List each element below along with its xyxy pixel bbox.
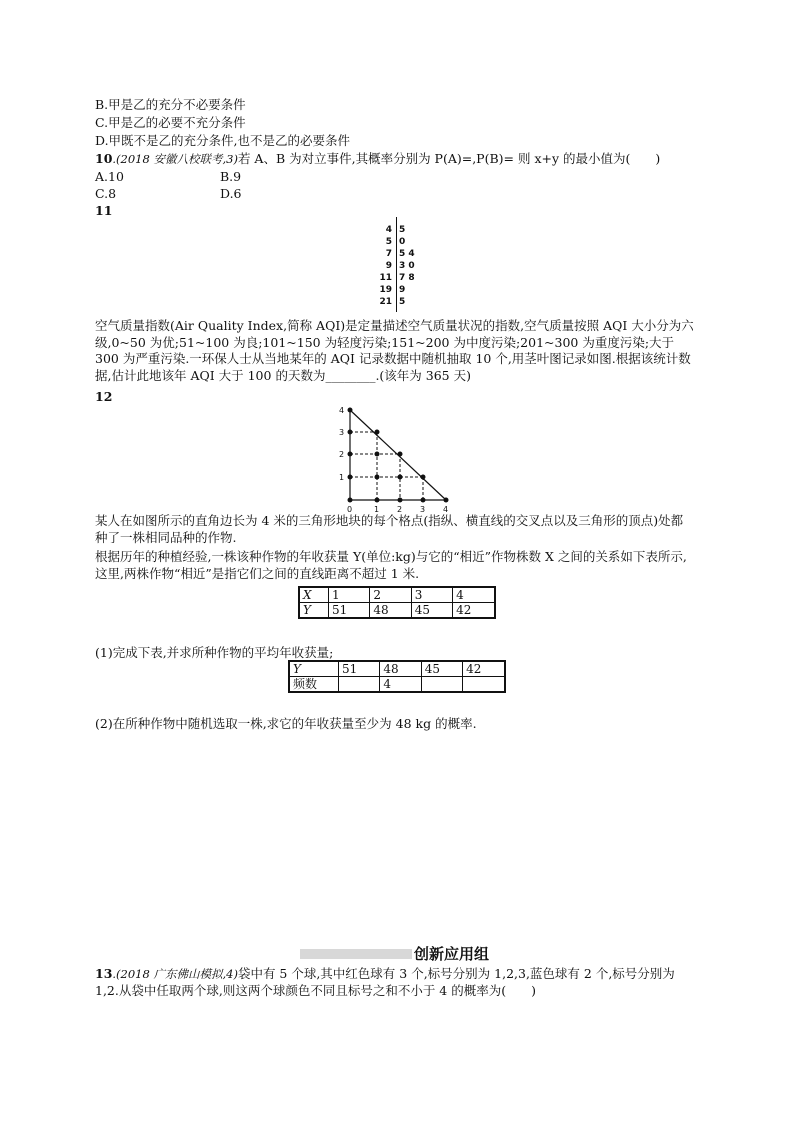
option-d: D.甲既不是乙的充分条件,也不是乙的必要条件 (95, 133, 351, 148)
y-tick: 2 (339, 450, 345, 459)
table-row (289, 677, 505, 693)
question-11-text: 空气质量指数(Air Quality Index,简称 AQI)是定量描述空气质量状况的指数,空气质量按照 AQI 大小分为六级,0~50 为优;51~100 为良;101~150 为轻度污染;151~200 为中度污染;201~300 为重度污染;大于 300 为严重污染.一环保人士从当地某年的 AQI 记录数据中随机抽取 10 个,用茎叶图记录如图.根据该统计数据,估计此地该年 AQI 大于 100 的天数为________.(该年为 365 天) (95, 318, 694, 383)
x-tick: 2 (397, 505, 403, 514)
leaf-value: 5 (399, 249, 406, 259)
leaf-value: 3 (399, 261, 406, 271)
table-cell: 48 (380, 661, 421, 677)
table-cell (463, 677, 505, 693)
stem-value: 21 (379, 297, 392, 307)
table-row (289, 661, 505, 677)
x-tick: 4 (443, 505, 449, 514)
table-cell: 42 (463, 661, 505, 677)
y-tick: 1 (339, 473, 345, 482)
y-tick: 3 (339, 428, 345, 437)
section-title: 创新应用组 (414, 945, 490, 963)
x-tick: 0 (347, 505, 353, 514)
stem-value: 7 (385, 249, 392, 259)
question-10 (95, 151, 660, 167)
table-cell (421, 677, 462, 693)
triangle-grid-diagram (335, 400, 460, 515)
leaf-value: 5 (399, 225, 406, 235)
x-y-relation-table (298, 586, 496, 619)
stem-value: 11 (379, 273, 392, 283)
question-text: 若 A、B 为对立事件,其概率分别为 P(A)=,P(B)= 则 x+y 的最小值为( ) (237, 151, 661, 166)
leaf-row (399, 260, 429, 272)
option-b: B.甲是乙的充分不必要条件 (95, 97, 246, 112)
table-cell: 1 (329, 587, 370, 603)
leaf-row (399, 224, 429, 236)
question-source: .(2018 安徽八校联考,3) (112, 152, 238, 166)
table-cell: 51 (339, 661, 380, 677)
leaf-column (399, 224, 429, 308)
x-tick: 1 (374, 505, 380, 514)
leaf-value: 0 (399, 237, 406, 247)
question-12-part-1: (1)完成下表,并求所种作物的平均年收获量; (95, 645, 334, 660)
question-12-text-2: 根据历年的种植经验,一株该种作物的年收获量 Y(单位:kg)与它的“相近”作物株数 X 之间的关系如下表所示,这里,两株作物“相近”是指它们之间的直线距离不超过 1 米. (95, 549, 687, 581)
leaf-value: 9 (399, 285, 406, 295)
leaf-row (399, 284, 429, 296)
question-source: .(2018 广东佛山模拟,4) (112, 967, 238, 981)
leaf-value: 7 (399, 273, 406, 283)
table-cell: 45 (411, 603, 452, 619)
option-c: C.甲是乙的必要不充分条件 (95, 115, 246, 130)
question-10-options-row-2 (95, 186, 242, 202)
question-number: 10 (95, 151, 113, 166)
option-d: D.6 (220, 186, 242, 201)
leaf-value: 8 (408, 273, 415, 283)
table-cell: 4 (453, 587, 495, 603)
table-cell: 2 (370, 587, 411, 603)
stem-value: 19 (379, 285, 392, 295)
leaf-value: 5 (399, 297, 406, 307)
question-12-number: 12 (95, 389, 113, 404)
frequency-table (288, 660, 506, 693)
leaf-row (399, 248, 429, 260)
option-a: A.10 (95, 169, 124, 184)
leaf-row (399, 236, 429, 248)
question-11-number: 11 (95, 203, 113, 218)
leaf-value: 4 (408, 249, 415, 259)
question-text: 袋中有 5 个球,其中红色球有 3 个,标号分别为 1,2,3,蓝色球有 2 个,标号分别为 1,2.从袋中任取两个球,则这两个球颜色不同且标号之和不小于 4 的概率为( ) (95, 966, 675, 998)
table-cell: Y (289, 661, 339, 677)
question-number: 13 (95, 966, 113, 981)
table-cell: 48 (370, 603, 411, 619)
table-cell: 3 (411, 587, 452, 603)
stem-leaf-divider (396, 217, 397, 312)
table-row (299, 603, 495, 619)
table-cell: Y (299, 603, 329, 619)
table-cell: 4 (380, 677, 421, 693)
table-cell: 45 (421, 661, 462, 677)
section-bar (300, 949, 412, 959)
option-c: C.8 (95, 186, 117, 201)
table-cell: 频数 (289, 677, 339, 693)
question-13 (95, 966, 695, 999)
stem-column (367, 224, 392, 308)
stem-value: 9 (385, 261, 392, 271)
table-cell: 42 (453, 603, 495, 619)
question-12-text-1: 某人在如图所示的直角边长为 4 米的三角形地块的每个格点(指纵、横直线的交叉点以及三角形的顶点)处都种了一株相同品种的作物. (95, 513, 684, 545)
leaf-value: 0 (408, 261, 415, 271)
table-cell: 51 (329, 603, 370, 619)
stem-value: 5 (385, 237, 392, 247)
option-b: B.9 (220, 169, 242, 184)
question-12-part-2: (2)在所种作物中随机选取一株,求它的年收获量至少为 48 kg 的概率. (95, 716, 477, 731)
table-row (299, 587, 495, 603)
leaf-row (399, 296, 429, 308)
table-cell (339, 677, 380, 693)
question-10-options-row-1 (95, 169, 241, 185)
leaf-row (399, 272, 429, 284)
x-tick: 3 (420, 505, 426, 514)
stem-value: 4 (385, 225, 392, 235)
grid-dashes (350, 432, 423, 500)
y-tick: 4 (339, 406, 345, 415)
table-cell: X (299, 587, 329, 603)
